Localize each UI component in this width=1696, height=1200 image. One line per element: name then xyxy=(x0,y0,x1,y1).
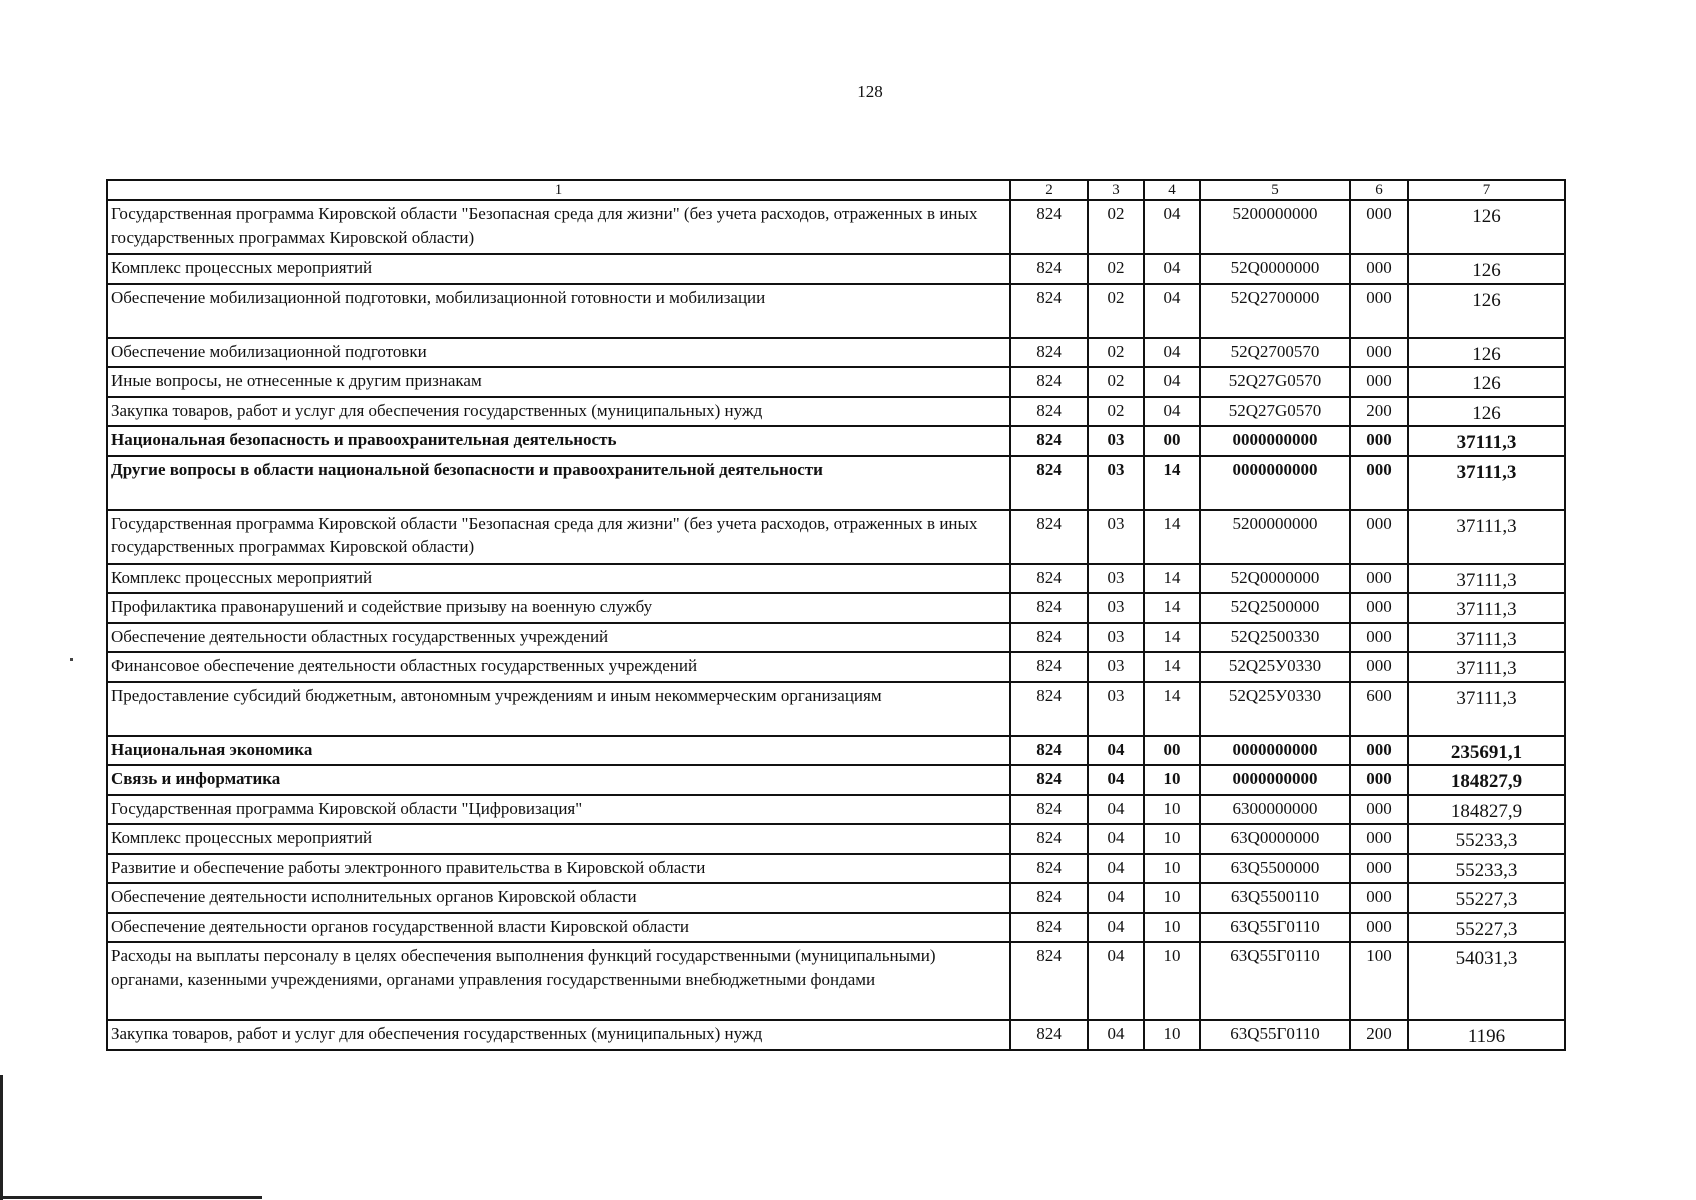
cell-section: 02 xyxy=(1088,397,1144,427)
cell-target-article: 63Q0000000 xyxy=(1200,824,1350,854)
cell-target-article: 0000000000 xyxy=(1200,765,1350,795)
cell-amount: 55233,3 xyxy=(1408,824,1565,854)
cell-target-article: 63Q5500000 xyxy=(1200,854,1350,884)
cell-subsection: 10 xyxy=(1144,854,1200,884)
cell-amount: 1196 xyxy=(1408,1020,1565,1050)
header-col-1: 1 xyxy=(107,180,1010,200)
cell-target-article: 0000000000 xyxy=(1200,736,1350,766)
header-col-7: 7 xyxy=(1408,180,1565,200)
cell-amount: 55233,3 xyxy=(1408,854,1565,884)
cell-section: 03 xyxy=(1088,593,1144,623)
cell-section: 04 xyxy=(1088,913,1144,943)
cell-subsection: 14 xyxy=(1144,456,1200,510)
table-row xyxy=(107,883,1565,913)
cell-subsection: 04 xyxy=(1144,397,1200,427)
table-row xyxy=(107,338,1565,368)
cell-target-article: 0000000000 xyxy=(1200,426,1350,456)
cell-name: Государственная программа Кировской области "Цифровизация" xyxy=(107,795,1010,825)
table-row xyxy=(107,284,1565,338)
table-row xyxy=(107,913,1565,943)
cell-target-article: 52Q2700000 xyxy=(1200,284,1350,338)
cell-name: Обеспечение деятельности исполнительных органов Кировской области xyxy=(107,883,1010,913)
cell-section: 02 xyxy=(1088,338,1144,368)
cell-subsection: 14 xyxy=(1144,593,1200,623)
cell-subsection: 14 xyxy=(1144,564,1200,594)
cell-target-article: 52Q2700570 xyxy=(1200,338,1350,368)
cell-expense-type: 000 xyxy=(1350,284,1408,338)
cell-name: Комплекс процессных мероприятий xyxy=(107,564,1010,594)
cell-name: Обеспечение мобилизационной подготовки, мобилизационной готовности и мобилизации xyxy=(107,284,1010,338)
cell-name: Государственная программа Кировской области "Безопасная среда для жизни" (без учета расходов, отраженных в иных государственных программах Кировской области) xyxy=(107,200,1010,254)
cell-ministry-code: 824 xyxy=(1010,200,1088,254)
cell-subsection: 14 xyxy=(1144,623,1200,653)
cell-amount: 184827,9 xyxy=(1408,795,1565,825)
cell-name: Комплекс процессных мероприятий xyxy=(107,254,1010,284)
cell-subsection: 10 xyxy=(1144,1020,1200,1050)
cell-subsection: 04 xyxy=(1144,254,1200,284)
table-row xyxy=(107,426,1565,456)
cell-amount: 184827,9 xyxy=(1408,765,1565,795)
cell-ministry-code: 824 xyxy=(1010,510,1088,564)
cell-amount: 126 xyxy=(1408,367,1565,397)
cell-amount: 126 xyxy=(1408,254,1565,284)
cell-expense-type: 000 xyxy=(1350,652,1408,682)
cell-subsection: 14 xyxy=(1144,652,1200,682)
cell-name: Закупка товаров, работ и услуг для обеспечения государственных (муниципальных) нужд xyxy=(107,1020,1010,1050)
table-row xyxy=(107,765,1565,795)
table-row xyxy=(107,942,1565,1020)
cell-section: 04 xyxy=(1088,1020,1144,1050)
cell-section: 03 xyxy=(1088,682,1144,736)
cell-subsection: 00 xyxy=(1144,736,1200,766)
cell-subsection: 10 xyxy=(1144,795,1200,825)
cell-section: 02 xyxy=(1088,200,1144,254)
cell-subsection: 14 xyxy=(1144,510,1200,564)
header-col-5: 5 xyxy=(1200,180,1350,200)
cell-ministry-code: 824 xyxy=(1010,254,1088,284)
cell-amount: 126 xyxy=(1408,284,1565,338)
table-row xyxy=(107,510,1565,564)
table-row xyxy=(107,200,1565,254)
cell-expense-type: 000 xyxy=(1350,883,1408,913)
cell-ministry-code: 824 xyxy=(1010,426,1088,456)
cell-expense-type: 000 xyxy=(1350,564,1408,594)
table-row xyxy=(107,367,1565,397)
cell-expense-type: 000 xyxy=(1350,795,1408,825)
cell-section: 02 xyxy=(1088,367,1144,397)
table-row xyxy=(107,564,1565,594)
table-row xyxy=(107,736,1565,766)
header-col-6: 6 xyxy=(1350,180,1408,200)
cell-subsection: 14 xyxy=(1144,682,1200,736)
cell-expense-type: 000 xyxy=(1350,200,1408,254)
cell-name: Профилактика правонарушений и содействие призыву на военную службу xyxy=(107,593,1010,623)
cell-target-article: 52Q27G0570 xyxy=(1200,397,1350,427)
cell-ministry-code: 824 xyxy=(1010,682,1088,736)
table-row xyxy=(107,593,1565,623)
cell-expense-type: 000 xyxy=(1350,367,1408,397)
cell-name: Расходы на выплаты персоналу в целях обеспечения выполнения функций государственными (муниципальными) органами, казенными учреждениями, органами управления государственными внебюджетными фондами xyxy=(107,942,1010,1020)
cell-name: Национальная безопасность и правоохранительная деятельность xyxy=(107,426,1010,456)
cell-subsection: 10 xyxy=(1144,883,1200,913)
cell-section: 03 xyxy=(1088,510,1144,564)
cell-name: Предоставление субсидий бюджетным, автономным учреждениям и иным некоммерческим организациям xyxy=(107,682,1010,736)
header-col-4: 4 xyxy=(1144,180,1200,200)
cell-section: 03 xyxy=(1088,623,1144,653)
table-header-row xyxy=(107,180,1565,200)
table-row xyxy=(107,824,1565,854)
cell-name: Иные вопросы, не отнесенные к другим признакам xyxy=(107,367,1010,397)
cell-ministry-code: 824 xyxy=(1010,338,1088,368)
cell-expense-type: 100 xyxy=(1350,942,1408,1020)
cell-ministry-code: 824 xyxy=(1010,854,1088,884)
table-body xyxy=(107,180,1565,1050)
cell-section: 02 xyxy=(1088,254,1144,284)
cell-target-article: 63Q5500110 xyxy=(1200,883,1350,913)
cell-target-article: 0000000000 xyxy=(1200,456,1350,510)
cell-amount: 126 xyxy=(1408,397,1565,427)
cell-name: Национальная экономика xyxy=(107,736,1010,766)
cell-expense-type: 200 xyxy=(1350,1020,1408,1050)
scan-margin-line-bottom xyxy=(0,1196,262,1199)
cell-target-article: 63Q55Г0110 xyxy=(1200,1020,1350,1050)
cell-section: 04 xyxy=(1088,883,1144,913)
cell-expense-type: 000 xyxy=(1350,510,1408,564)
cell-expense-type: 000 xyxy=(1350,765,1408,795)
cell-ministry-code: 824 xyxy=(1010,623,1088,653)
cell-target-article: 52Q2500000 xyxy=(1200,593,1350,623)
cell-target-article: 63Q55Г0110 xyxy=(1200,942,1350,1020)
cell-name: Обеспечение деятельности органов государственной власти Кировской области xyxy=(107,913,1010,943)
cell-expense-type: 000 xyxy=(1350,854,1408,884)
cell-ministry-code: 824 xyxy=(1010,593,1088,623)
cell-target-article: 6300000000 xyxy=(1200,795,1350,825)
cell-amount: 37111,3 xyxy=(1408,593,1565,623)
cell-section: 04 xyxy=(1088,824,1144,854)
table-row xyxy=(107,854,1565,884)
cell-amount: 55227,3 xyxy=(1408,913,1565,943)
header-col-2: 2 xyxy=(1010,180,1088,200)
cell-target-article: 5200000000 xyxy=(1200,200,1350,254)
cell-target-article: 5200000000 xyxy=(1200,510,1350,564)
cell-expense-type: 000 xyxy=(1350,254,1408,284)
cell-amount: 37111,3 xyxy=(1408,652,1565,682)
cell-subsection: 04 xyxy=(1144,284,1200,338)
header-col-3: 3 xyxy=(1088,180,1144,200)
cell-subsection: 10 xyxy=(1144,913,1200,943)
cell-expense-type: 000 xyxy=(1350,338,1408,368)
cell-expense-type: 200 xyxy=(1350,397,1408,427)
cell-ministry-code: 824 xyxy=(1010,367,1088,397)
cell-ministry-code: 824 xyxy=(1010,564,1088,594)
scan-speck xyxy=(70,658,73,661)
page-number: 128 xyxy=(857,82,883,101)
cell-amount: 235691,1 xyxy=(1408,736,1565,766)
cell-target-article: 52Q25У0330 xyxy=(1200,682,1350,736)
cell-ministry-code: 824 xyxy=(1010,456,1088,510)
scan-margin-line-left xyxy=(0,1075,3,1200)
cell-expense-type: 000 xyxy=(1350,623,1408,653)
cell-ministry-code: 824 xyxy=(1010,942,1088,1020)
cell-name: Развитие и обеспечение работы электронного правительства в Кировской области xyxy=(107,854,1010,884)
cell-name: Закупка товаров, работ и услуг для обеспечения государственных (муниципальных) нужд xyxy=(107,397,1010,427)
cell-name: Другие вопросы в области национальной безопасности и правоохранительной деятельности xyxy=(107,456,1010,510)
cell-section: 03 xyxy=(1088,564,1144,594)
cell-section: 04 xyxy=(1088,765,1144,795)
cell-subsection: 04 xyxy=(1144,338,1200,368)
cell-expense-type: 000 xyxy=(1350,456,1408,510)
cell-ministry-code: 824 xyxy=(1010,883,1088,913)
table-row xyxy=(107,254,1565,284)
cell-subsection: 10 xyxy=(1144,942,1200,1020)
cell-expense-type: 000 xyxy=(1350,593,1408,623)
cell-section: 03 xyxy=(1088,652,1144,682)
table-row xyxy=(107,1020,1565,1050)
cell-amount: 54031,3 xyxy=(1408,942,1565,1020)
cell-amount: 37111,3 xyxy=(1408,456,1565,510)
table-row xyxy=(107,795,1565,825)
budget-table xyxy=(106,179,1566,1051)
cell-expense-type: 000 xyxy=(1350,736,1408,766)
cell-subsection: 10 xyxy=(1144,824,1200,854)
cell-amount: 37111,3 xyxy=(1408,564,1565,594)
cell-ministry-code: 824 xyxy=(1010,284,1088,338)
cell-amount: 37111,3 xyxy=(1408,426,1565,456)
cell-subsection: 04 xyxy=(1144,200,1200,254)
cell-target-article: 52Q2500330 xyxy=(1200,623,1350,653)
cell-name: Обеспечение деятельности областных государственных учреждений xyxy=(107,623,1010,653)
cell-section: 04 xyxy=(1088,942,1144,1020)
cell-name: Комплекс процессных мероприятий xyxy=(107,824,1010,854)
cell-amount: 37111,3 xyxy=(1408,682,1565,736)
cell-target-article: 52Q0000000 xyxy=(1200,254,1350,284)
cell-amount: 55227,3 xyxy=(1408,883,1565,913)
cell-ministry-code: 824 xyxy=(1010,765,1088,795)
cell-subsection: 10 xyxy=(1144,765,1200,795)
cell-name: Связь и информатика xyxy=(107,765,1010,795)
table-row xyxy=(107,623,1565,653)
cell-target-article: 52Q25У0330 xyxy=(1200,652,1350,682)
cell-name: Обеспечение мобилизационной подготовки xyxy=(107,338,1010,368)
cell-section: 02 xyxy=(1088,284,1144,338)
cell-amount: 126 xyxy=(1408,338,1565,368)
cell-name: Финансовое обеспечение деятельности областных государственных учреждений xyxy=(107,652,1010,682)
cell-target-article: 52Q27G0570 xyxy=(1200,367,1350,397)
cell-ministry-code: 824 xyxy=(1010,736,1088,766)
cell-amount: 37111,3 xyxy=(1408,510,1565,564)
cell-amount: 37111,3 xyxy=(1408,623,1565,653)
cell-section: 04 xyxy=(1088,854,1144,884)
cell-expense-type: 000 xyxy=(1350,913,1408,943)
table-row xyxy=(107,456,1565,510)
cell-subsection: 04 xyxy=(1144,367,1200,397)
cell-section: 04 xyxy=(1088,795,1144,825)
cell-ministry-code: 824 xyxy=(1010,795,1088,825)
cell-section: 04 xyxy=(1088,736,1144,766)
table-row xyxy=(107,682,1565,736)
cell-amount: 126 xyxy=(1408,200,1565,254)
cell-ministry-code: 824 xyxy=(1010,824,1088,854)
cell-name: Государственная программа Кировской области "Безопасная среда для жизни" (без учета расходов, отраженных в иных государственных программах Кировской области) xyxy=(107,510,1010,564)
table-row xyxy=(107,652,1565,682)
cell-ministry-code: 824 xyxy=(1010,1020,1088,1050)
cell-expense-type: 600 xyxy=(1350,682,1408,736)
cell-section: 03 xyxy=(1088,426,1144,456)
cell-section: 03 xyxy=(1088,456,1144,510)
cell-target-article: 63Q55Г0110 xyxy=(1200,913,1350,943)
cell-ministry-code: 824 xyxy=(1010,397,1088,427)
cell-ministry-code: 824 xyxy=(1010,913,1088,943)
cell-expense-type: 000 xyxy=(1350,426,1408,456)
table-row xyxy=(107,397,1565,427)
cell-ministry-code: 824 xyxy=(1010,652,1088,682)
cell-subsection: 00 xyxy=(1144,426,1200,456)
cell-target-article: 52Q0000000 xyxy=(1200,564,1350,594)
cell-expense-type: 000 xyxy=(1350,824,1408,854)
